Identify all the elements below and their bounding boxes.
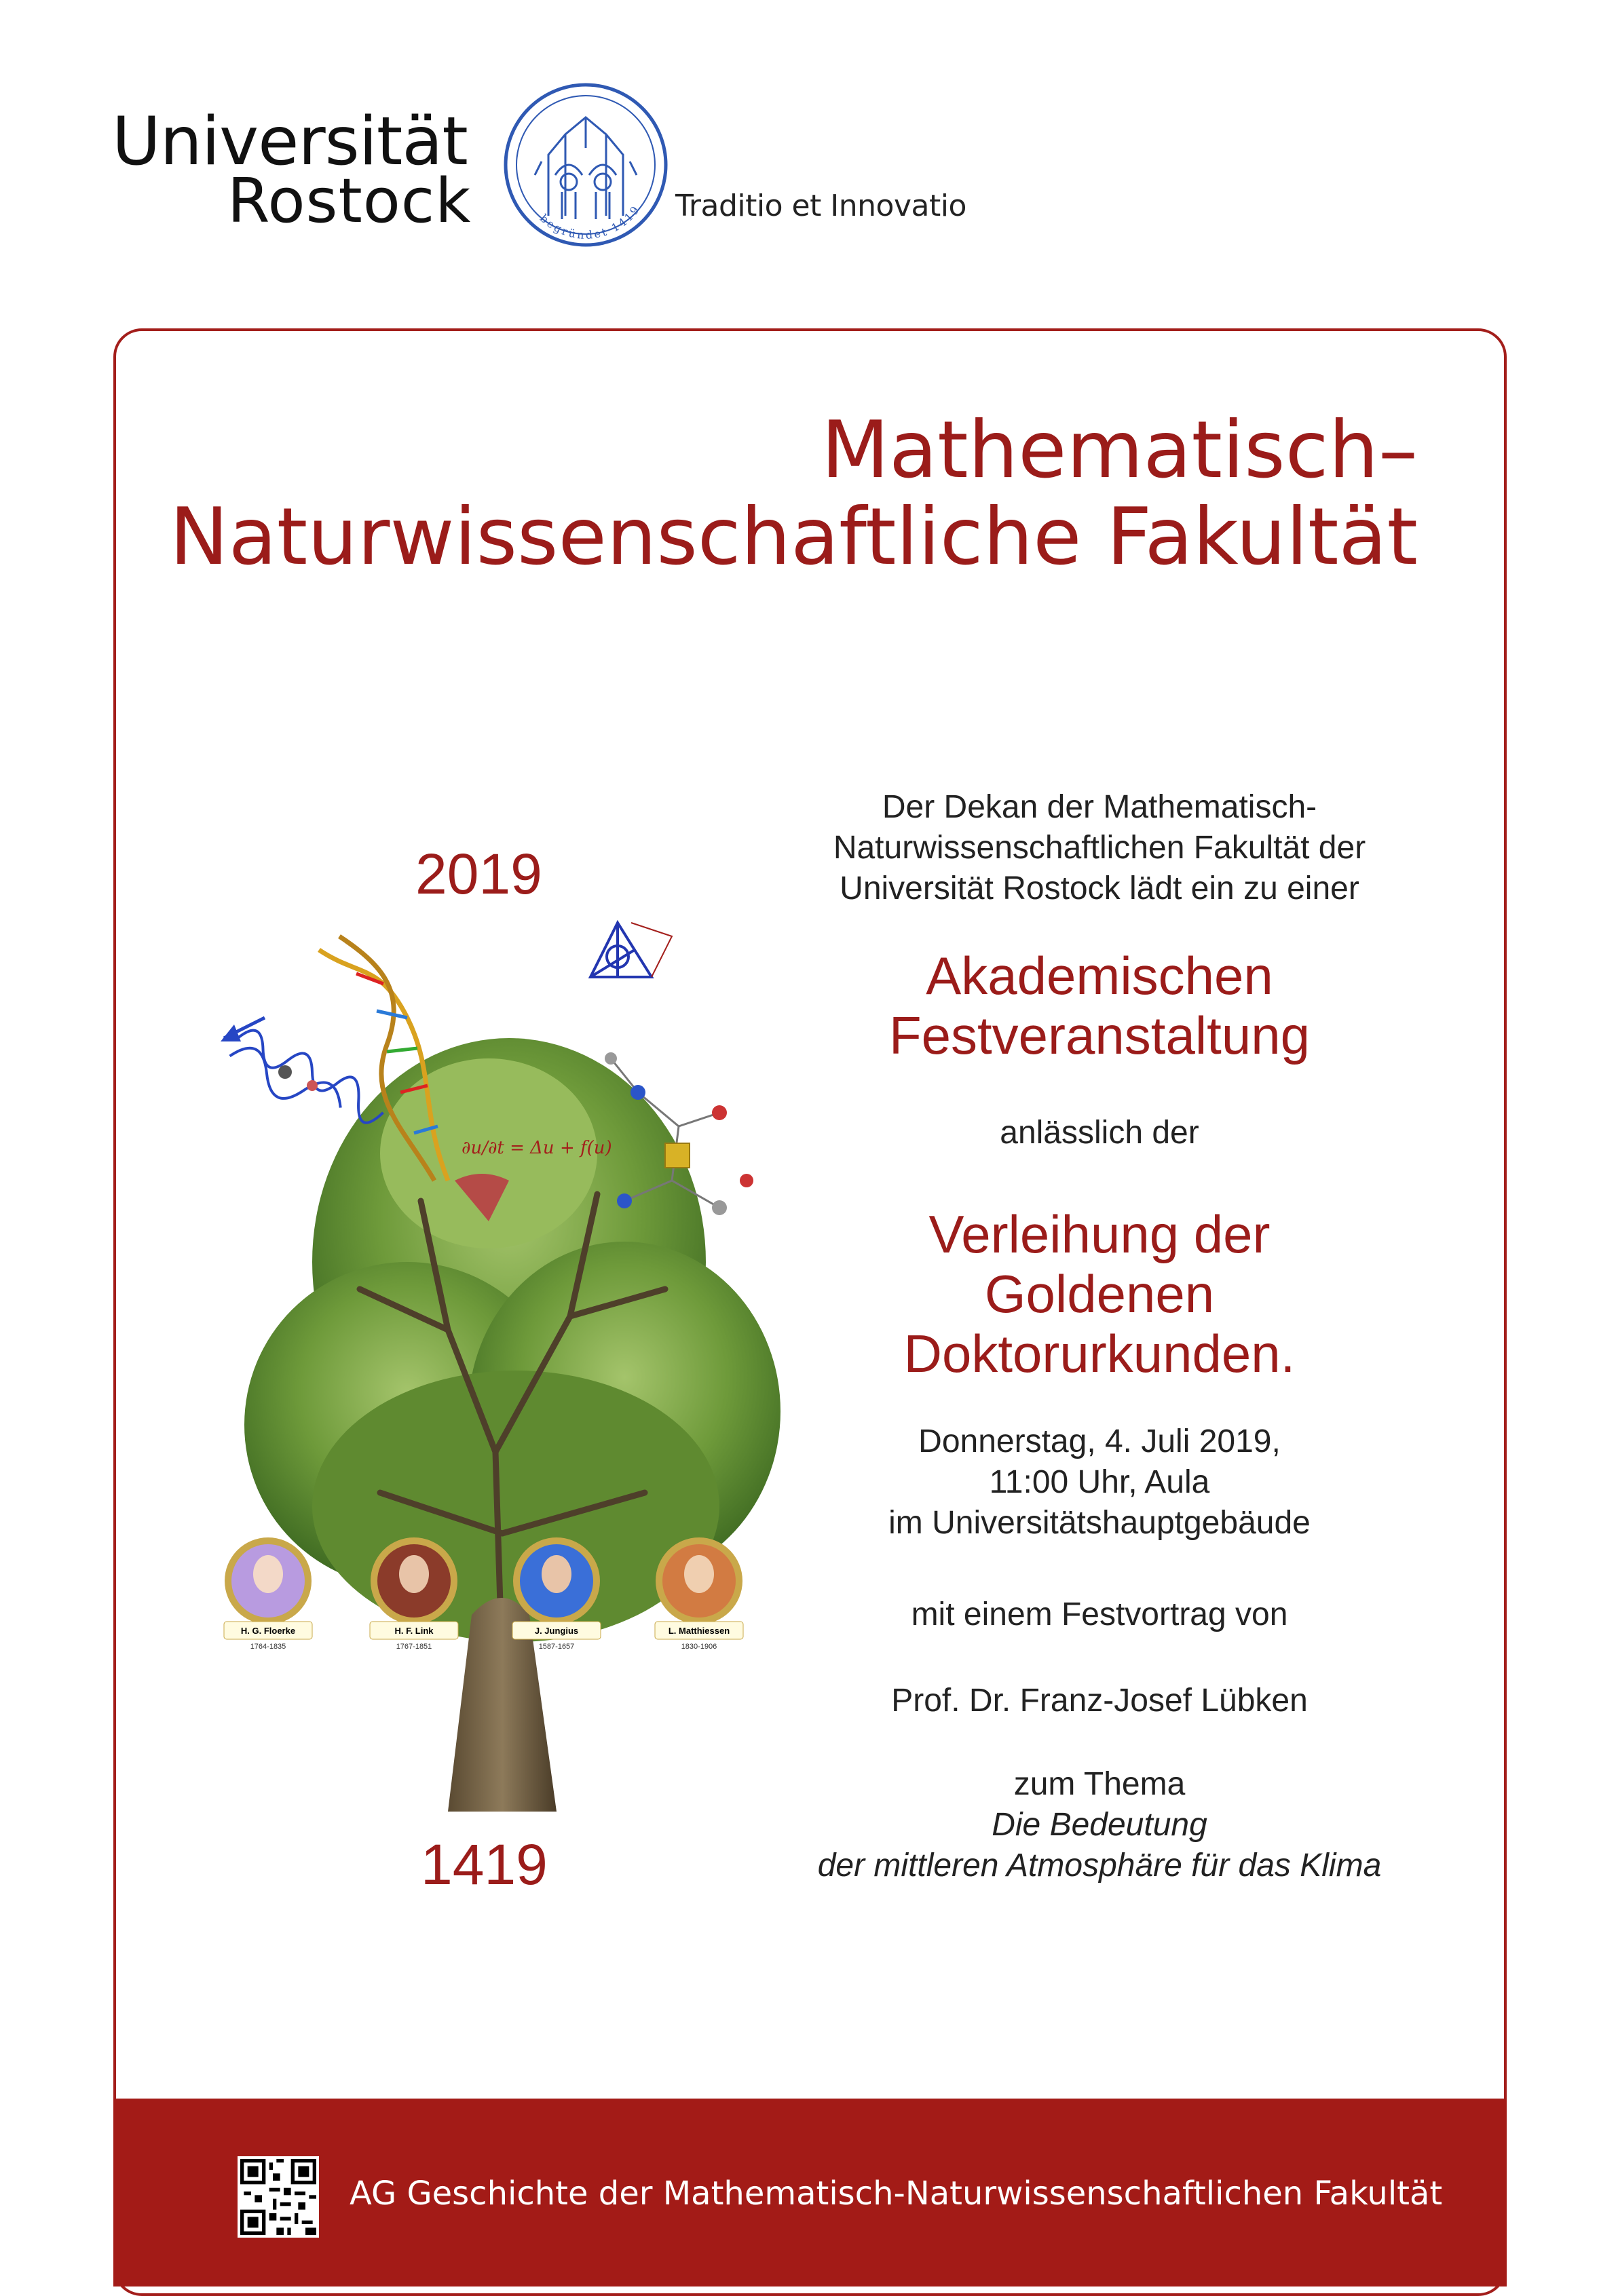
portrait-name: J. Jungius (534, 1626, 579, 1636)
time-line: 11:00 Uhr, Aula (989, 1464, 1210, 1500)
faculty-title (169, 404, 1418, 583)
occasion-title-line: Goldenen Doktorurkunden. (903, 1264, 1296, 1383)
portrait-matthiessen (655, 1537, 743, 1651)
intro-line: Der Dekan der Mathematisch- (882, 789, 1317, 825)
event-title (794, 946, 1405, 1065)
portrait-dates: 1767-1851 (396, 1643, 432, 1651)
tree-illustration (204, 909, 787, 1812)
speaker-name: Prof. Dr. Franz-Josef Lübken (891, 1683, 1308, 1719)
event-title-line: Festveranstaltung (888, 1006, 1310, 1065)
university-seal (501, 80, 671, 250)
qr-code-icon (238, 2156, 319, 2238)
year-bottom: 1419 (421, 1833, 548, 1896)
event-date-location (794, 1421, 1405, 1544)
faculty-title-line2: Naturwissenschaftliche Fakultät (169, 491, 1418, 583)
portrait-link (370, 1537, 458, 1651)
portrait-dates: 1587-1657 (538, 1643, 575, 1651)
intro-line: Naturwissenschaftlichen Fakultät der (833, 830, 1366, 866)
geometry-icon (590, 923, 672, 977)
location-line: im Universitätshauptgebäude (888, 1505, 1311, 1541)
lecture-topic (794, 1805, 1405, 1886)
year-top: 2019 (415, 842, 542, 906)
intro-line: Universität Rostock lädt ein zu einer (840, 870, 1359, 906)
university-name-line2: Rostock (227, 166, 472, 237)
invitation-intro (794, 787, 1405, 909)
topic-line: Die Bedeutung (992, 1807, 1207, 1843)
topic-line: der mittleren Atmosphäre für das Klima (817, 1848, 1382, 1883)
topic-label: zum Thema (1013, 1766, 1186, 1802)
university-name-line1: Universität (112, 103, 468, 180)
math-formula: ∂u/∂t = Δu + f(u) (462, 1138, 612, 1158)
date-line: Donnerstag, 4. Juli 2019, (918, 1423, 1281, 1459)
event-title-line: Akademischen (926, 946, 1273, 1006)
portrait-floerke (224, 1537, 312, 1651)
occasion-title-line: Verleihung der (928, 1204, 1271, 1264)
portrait-dates: 1764-1835 (250, 1643, 286, 1651)
university-motto: Traditio et Innovatio (675, 189, 966, 223)
occasion-label: anlässlich der (1000, 1115, 1199, 1151)
occasion-title (794, 1204, 1405, 1383)
svg-text:begründet 1419 (538, 202, 643, 242)
seal-caption: begründet 1419 (537, 202, 643, 242)
footer-text: AG Geschichte der Mathematisch-Naturwissenschaftlichen Fakultät (350, 2175, 1443, 2213)
portrait-jungius (512, 1537, 601, 1651)
portrait-name: L. Matthiessen (668, 1626, 730, 1636)
portrait-name: H. F. Link (394, 1626, 434, 1636)
portrait-name: H. G. Floerke (240, 1626, 296, 1636)
lecture-label: mit einem Festvortrag von (911, 1596, 1288, 1632)
faculty-title-line1: Mathematisch– (821, 404, 1418, 496)
portrait-dates: 1830-1906 (681, 1643, 717, 1651)
